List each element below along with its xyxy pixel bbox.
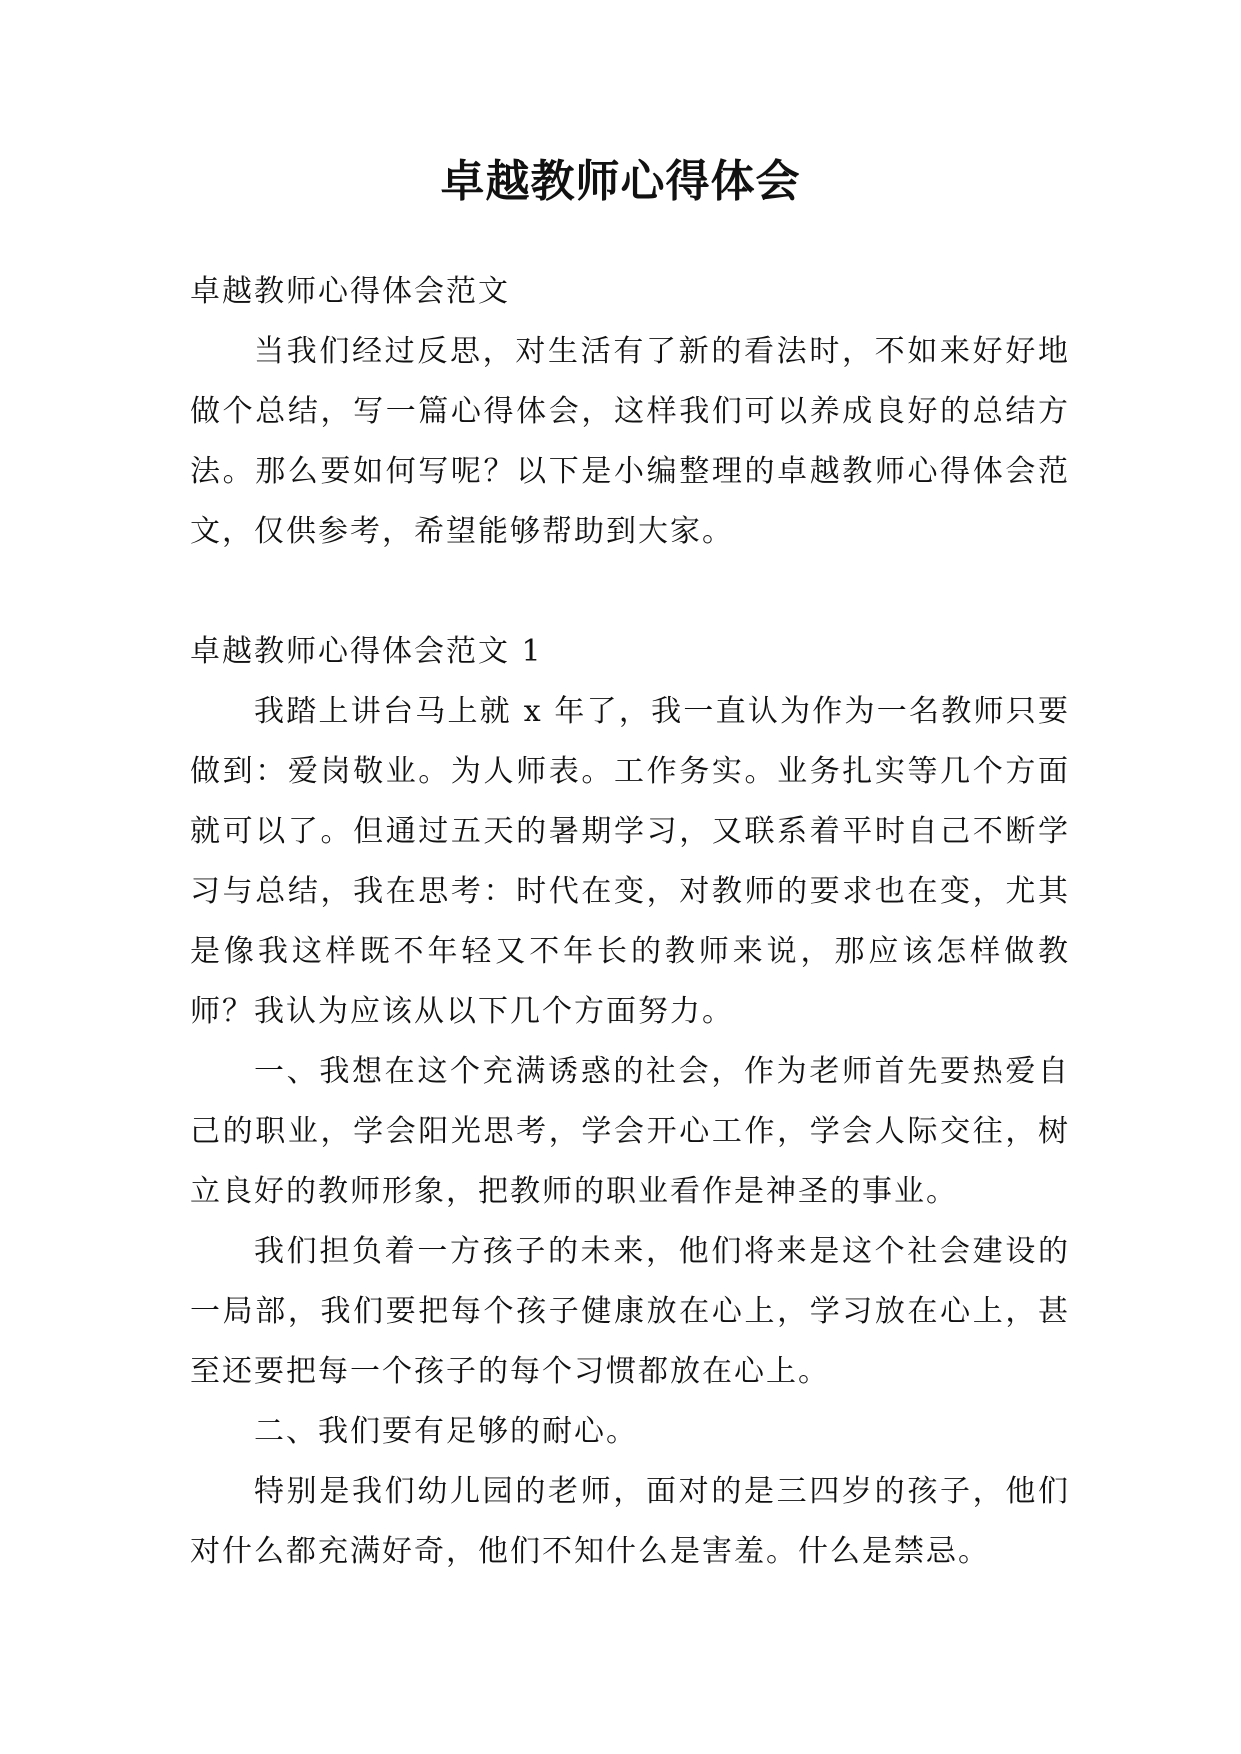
body-paragraph: 一、我想在这个充满诱惑的社会，作为老师首先要热爱自己的职业，学会阳光思考，学会开心工作，学会人际交往，树立良好的教师形象，把教师的职业看作是神圣的事业。 <box>190 1054 1070 1209</box>
document-body <box>190 262 1070 1582</box>
body-paragraph: 二、我们要有足够的耐心。 <box>254 1414 638 1449</box>
intro-paragraph: 当我们经过反思，对生活有了新的看法时，不如来好好地做个总结，写一篇心得体会，这样我们可以养成良好的总结方法。那么要如何写呢？以下是小编整理的卓越教师心得体会范文，仅供参考，希望能够帮助到大家。 <box>190 334 1070 549</box>
body-paragraph: 我们担负着一方孩子的未来，他们将来是这个社会建设的一局部，我们要把每个孩子健康放在心上，学习放在心上，甚至还要把每一个孩子的每个习惯都放在心上。 <box>190 1234 1070 1389</box>
document-title: 卓越教师心得体会 <box>440 156 801 207</box>
body-paragraph: 我踏上讲台马上就 x 年了，我一直认为作为一名教师只要做到：爱岗敬业。为人师表。工作务实。业务扎实等几个方面就可以了。但通过五天的暑期学习，又联系着平时自己不断学习与总结，我在思考：时代在变，对教师的要求也在变，尤其是像我这样既不年轻又不年长的教师来说，那应该怎样做教师？我认为应该从以下几个方面努力。 <box>190 694 1070 1029</box>
body-paragraph: 特别是我们幼儿园的老师，面对的是三四岁的孩子，他们对什么都充满好奇，他们不知什么是害羞。什么是禁忌。 <box>190 1474 1070 1569</box>
section-spacer <box>190 562 1070 622</box>
intro-heading: 卓越教师心得体会范文 <box>190 274 510 309</box>
section1-heading: 卓越教师心得体会范文 1 <box>190 634 543 669</box>
